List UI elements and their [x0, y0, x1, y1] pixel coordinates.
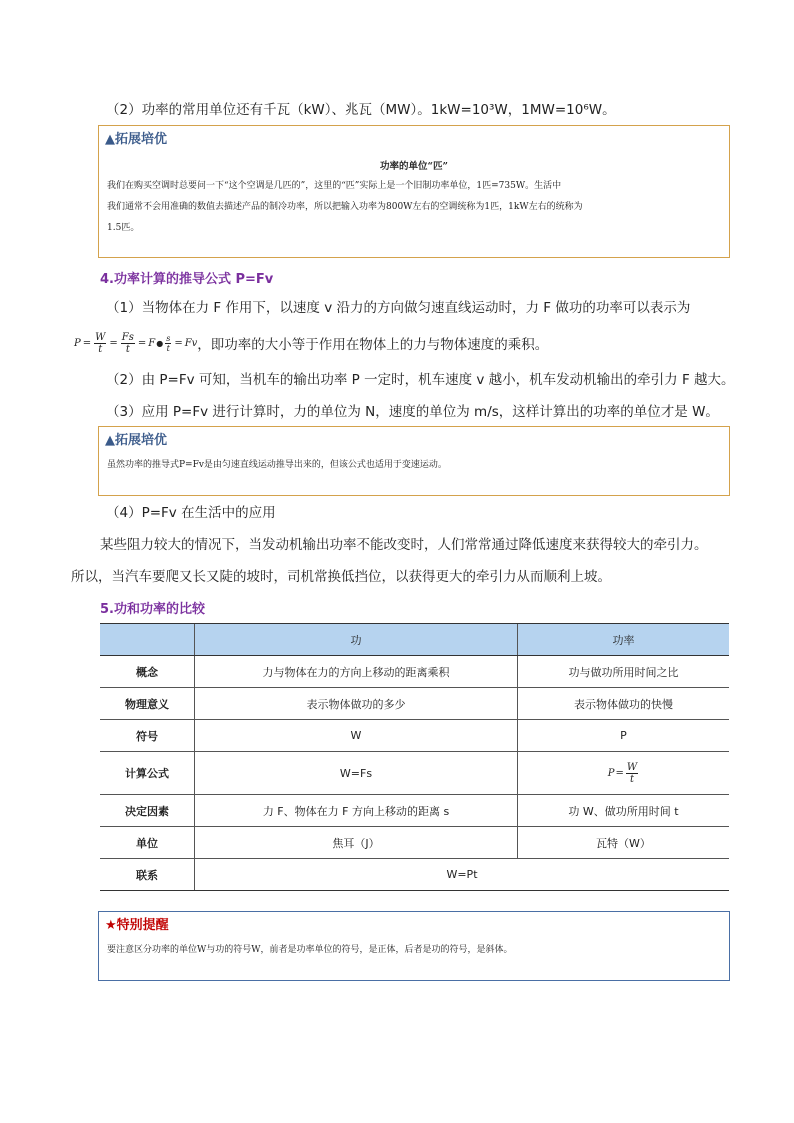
table-header-work: 功: [195, 624, 518, 656]
row-power: 功 W、做功所用时间 t: [518, 795, 730, 827]
extension-box-2-title: ▲拓展培优: [105, 433, 167, 448]
formula-eq-4: =: [174, 337, 183, 349]
section-4-para-2: （2）由 P=Fv 可知，当机车的输出功率 P 一定时，机车速度 v 越小，机车发动机输出的牵引力 F 越大。: [106, 372, 735, 388]
row-work: 焦耳（J）: [195, 827, 518, 859]
section-4-para-3: （3）应用 P=Fv 进行计算时，力的单位为 N，速度的单位为 m/s，这样计算出的功率的单位才是 W。: [106, 404, 719, 420]
extension-box-line-3: 1.5匹。: [107, 223, 140, 233]
table-row: [100, 827, 729, 859]
row-label: 决定因素: [100, 795, 195, 827]
formula-eq-2: =: [109, 337, 118, 349]
section-4-para-5a: 某些阻力较大的情况下，当发动机输出功率不能改变时，人们常常通过降低速度来获得较大的牵引力。: [100, 537, 708, 553]
table-row: [100, 656, 729, 688]
table-row: [100, 752, 729, 795]
extension-box-horsepower: [98, 125, 730, 258]
section-4-para-4: （4）P=Fv 在生活中的应用: [106, 505, 276, 521]
extension-box-subtitle: 功率的单位“匹”: [380, 161, 448, 172]
formula-denominator-t3: t: [166, 343, 170, 353]
formula-p: P: [74, 337, 81, 349]
table-row: [100, 688, 729, 720]
power-formula-line: [74, 328, 548, 358]
row-power-formula: [518, 752, 730, 795]
formula-numerator-w: W: [95, 331, 106, 343]
section-5-heading: 5.功和功率的比较: [100, 602, 205, 617]
table-header-empty: [100, 624, 195, 656]
power-formula-den: t: [630, 773, 635, 785]
formula-denominator-t2: t: [125, 343, 130, 355]
comparison-table: [100, 623, 729, 891]
section-4-para-5b: 所以，当汽车要爬又长又陡的坡时，司机常换低挡位，以获得更大的牵引力从而顺利上坡。: [71, 569, 611, 585]
row-work: 表示物体做功的多少: [195, 688, 518, 720]
row-work: 力 F、物体在力 F 方向上移动的距离 s: [195, 795, 518, 827]
row-relation-value: W=Pt: [195, 859, 730, 891]
row-work: W: [195, 720, 518, 752]
power-formula-num: W: [626, 761, 638, 773]
section-4-heading: 4.功率计算的推导公式 P=Fv: [100, 272, 274, 287]
row-power: 功与做功所用时间之比: [518, 656, 730, 688]
formula-numerator-fs: Fs: [121, 331, 134, 343]
formula-fv: Fv: [184, 337, 198, 349]
section-4-para-1: （1）当物体在力 F 作用下，以速度 v 沿力的方向做匀速直线运动时，力 F 做功的功率可以表示为: [106, 300, 691, 316]
row-power: P: [518, 720, 730, 752]
table-row-relation: [100, 859, 729, 891]
row-label: 单位: [100, 827, 195, 859]
row-label: 符号: [100, 720, 195, 752]
extension-box-formula: [98, 426, 730, 496]
formula-dot: ●: [156, 338, 164, 348]
units-paragraph: （2）功率的常用单位还有千瓦（kW）、兆瓦（MW）。1kW=10³W，1MW=10⁶W。: [106, 102, 616, 118]
table-header-row: [100, 624, 729, 656]
row-label: 物理意义: [100, 688, 195, 720]
extension-box-line-2: 我们通常不会用准确的数值去描述产品的制冷功率，所以把输入功率为800W左右的空调统称为1匹，1kW左右的统称为: [107, 202, 583, 212]
row-label: 联系: [100, 859, 195, 891]
row-label: 概念: [100, 656, 195, 688]
special-reminder-title: ★特别提醒: [105, 918, 169, 933]
formula-f: F: [148, 337, 156, 349]
power-formula-frac: [626, 762, 638, 785]
formula-tail-text: ，即功率的大小等于作用在物体上的力与物体速度的乘积。: [197, 337, 549, 353]
table-row: [100, 795, 729, 827]
formula-eq-3: =: [137, 337, 147, 349]
formula-denominator-t: t: [98, 343, 103, 355]
formula-frac-fs-t: [121, 332, 135, 355]
table-row: [100, 720, 729, 752]
power-formula-p: P: [607, 767, 615, 779]
row-power: 瓦特（W）: [518, 827, 730, 859]
extension-box-line-1: 我们在购买空调时总要问一下“这个空调是几匹的”，这里的“匹”实际上是一个旧制功率单位，1匹=735W。生活中: [107, 181, 562, 191]
formula-frac-s-t: [165, 334, 171, 353]
row-work: W=Fs: [195, 752, 518, 795]
extension-box-2-line: 虽然功率的推导式P=Fv是由匀速直线运动推导出来的，但该公式也适用于变速运动。: [107, 460, 447, 470]
formula-eq-1: =: [82, 337, 92, 349]
formula-numerator-s: s: [166, 333, 171, 343]
power-formula-eq: =: [615, 767, 624, 779]
extension-box-title: ▲拓展培优: [105, 132, 167, 147]
row-label: 计算公式: [100, 752, 195, 795]
special-reminder-box: [98, 911, 730, 981]
table-header-power: 功率: [518, 624, 730, 656]
formula-frac-w-t: [94, 332, 106, 355]
row-power: 表示物体做功的快慢: [518, 688, 730, 720]
special-reminder-line: 要注意区分功率的单位W与功的符号W，前者是功率单位的符号，是正体，后者是功的符号，是斜体。: [107, 945, 513, 955]
row-work: 力与物体在力的方向上移动的距离乘积: [195, 656, 518, 688]
